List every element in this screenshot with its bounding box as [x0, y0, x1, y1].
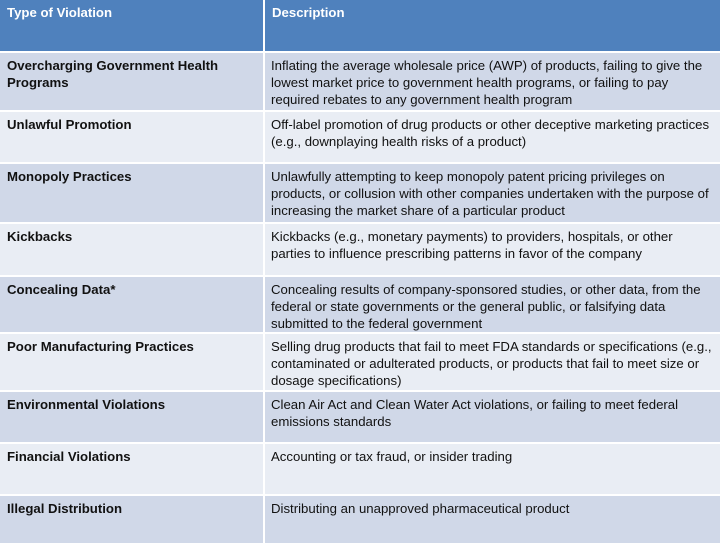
violation-description-cell: Off-label promotion of drug products or other deceptive marketing practices (e.g., downplaying health risks of a product) — [264, 111, 720, 163]
table-row — [0, 223, 720, 276]
table-header-row — [0, 0, 720, 52]
header-type-of-violation: Type of Violation — [0, 0, 264, 52]
table-row — [0, 163, 720, 223]
violation-description-cell: Distributing an unapproved pharmaceutical product — [264, 495, 720, 544]
violation-type-cell: Overcharging Government Health Programs — [0, 52, 264, 111]
violation-type-cell: Illegal Distribution — [0, 495, 264, 544]
table-row — [0, 333, 720, 391]
table-row — [0, 52, 720, 111]
violation-description-cell: Clean Air Act and Clean Water Act violations, or failing to meet federal emissions standards — [264, 391, 720, 443]
table-row — [0, 111, 720, 163]
table-row — [0, 276, 720, 333]
violation-description-cell: Inflating the average wholesale price (AWP) of products, failing to give the lowest market price to government health programs, or failing to pay required rebates to any government health program — [264, 52, 720, 111]
violation-description-cell: Concealing results of company-sponsored studies, or other data, from the federal or state governments or the general public, or falsifying data submitted to the federal government — [264, 276, 720, 333]
violation-type-cell: Concealing Data* — [0, 276, 264, 333]
violation-type-cell: Kickbacks — [0, 223, 264, 276]
violation-description-cell: Kickbacks (e.g., monetary payments) to providers, hospitals, or other parties to influence prescribing patterns in favor of the company — [264, 223, 720, 276]
violation-type-cell: Financial Violations — [0, 443, 264, 495]
violation-type-cell: Monopoly Practices — [0, 163, 264, 223]
violation-type-cell: Poor Manufacturing Practices — [0, 333, 264, 391]
violation-type-cell: Unlawful Promotion — [0, 111, 264, 163]
header-description: Description — [264, 0, 720, 52]
table-row — [0, 495, 720, 544]
violation-description-cell: Accounting or tax fraud, or insider trading — [264, 443, 720, 495]
table-row — [0, 391, 720, 443]
table-row — [0, 443, 720, 495]
violation-type-cell: Environmental Violations — [0, 391, 264, 443]
violation-description-cell: Selling drug products that fail to meet FDA standards or specifications (e.g., contaminated or adulterated products, or products that fail to meet size or dosage specifications) — [264, 333, 720, 391]
violation-description-cell: Unlawfully attempting to keep monopoly patent pricing privileges on products, or collusion with other companies undertaken with the purpose of increasing the market share of a particular product — [264, 163, 720, 223]
